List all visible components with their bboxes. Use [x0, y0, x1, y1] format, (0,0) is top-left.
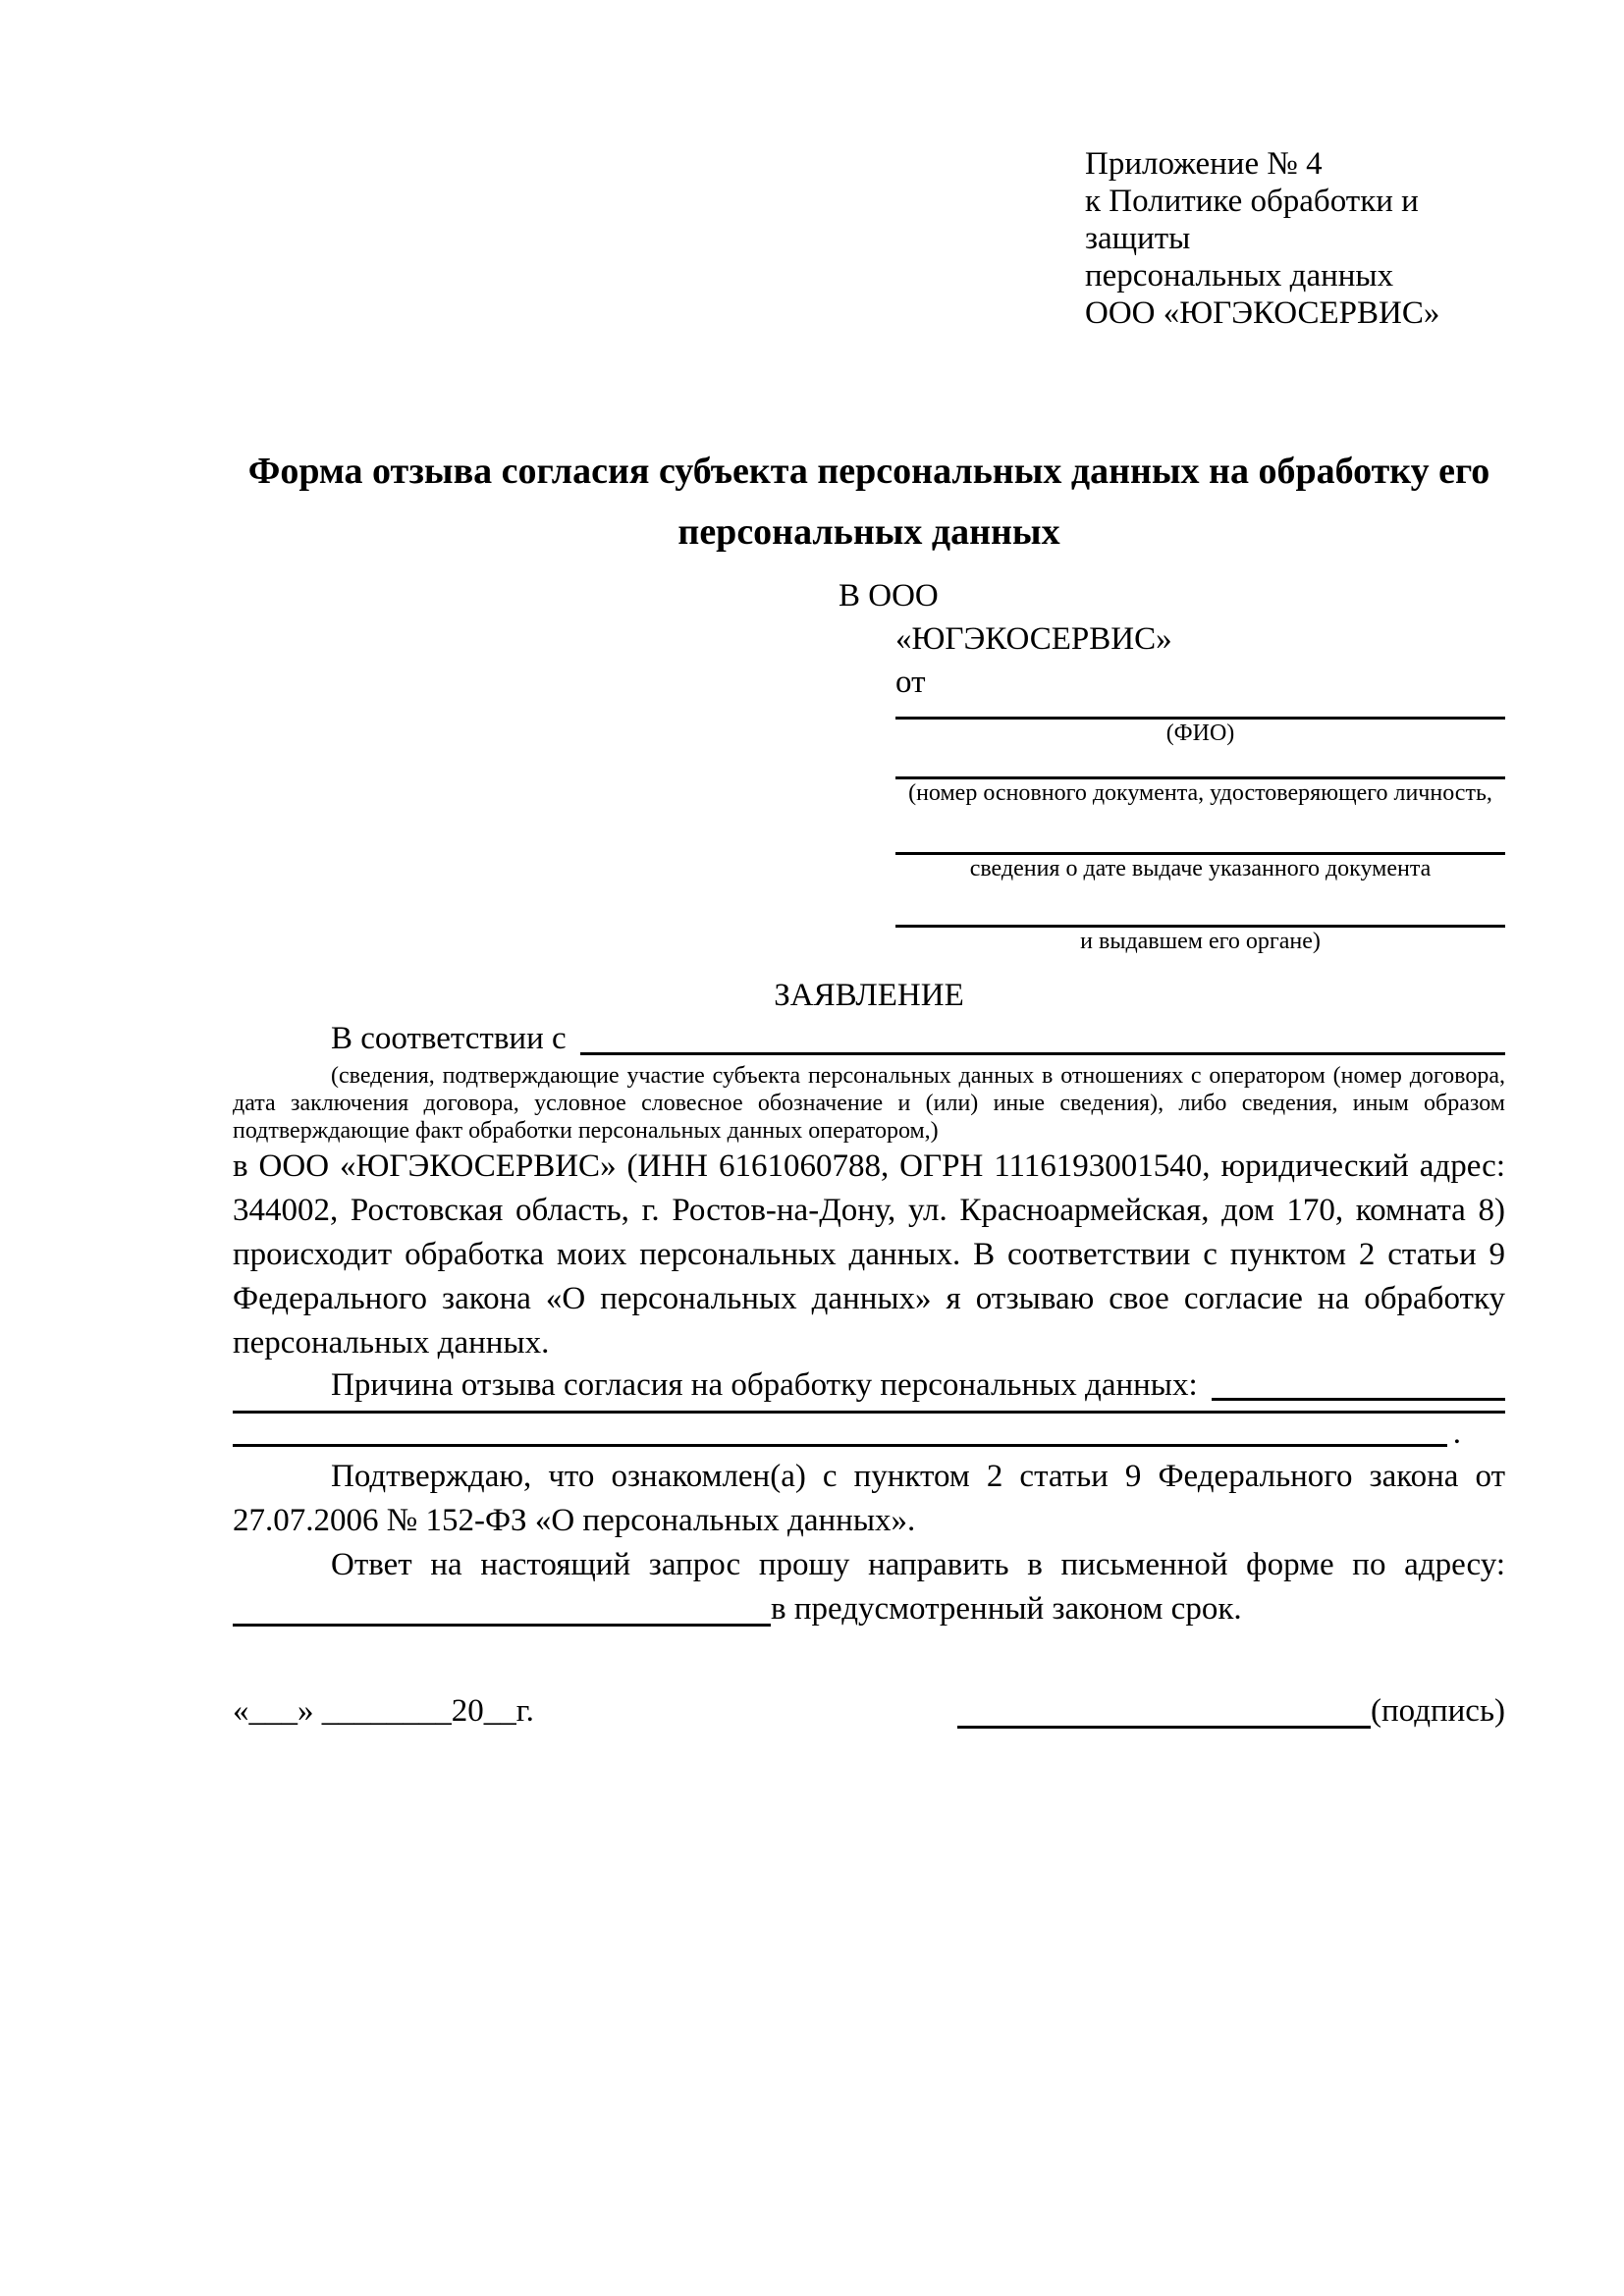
intro-blank-field	[580, 1017, 1505, 1055]
reason-row	[233, 1365, 1505, 1405]
document-content	[233, 0, 1505, 1734]
document-title: Форма отзыва согласия субъекта персональных данных на обработку его персональных данных	[247, 451, 1490, 553]
document-number-caption: (номер основного документа, удостоверяющего личность,	[908, 780, 1492, 806]
fio-caption: (ФИО)	[1165, 721, 1235, 746]
reason-blank-line-1	[233, 1405, 1505, 1414]
appendix-header-line-1: Приложение № 4	[1085, 146, 1323, 182]
appendix-header-line-3: персональных данных	[1085, 258, 1394, 294]
statement-heading: ЗАЯВЛЕНИЕ	[774, 978, 964, 1013]
reason-blank-line-2	[233, 1414, 1505, 1451]
confirmation-paragraph: Подтверждаю, что ознакомлен(а) с пунктом 2 статьи 9 Федерального закона от 27.07.2006 № 152-ФЗ «О персональных данных».	[233, 1459, 1505, 1538]
issue-date-blank-field	[895, 807, 1505, 855]
intro-footnote: (сведения, подтверждающие участие субъекта персональных данных в отношениях с оператором (номер договора, дата заключения договора, условное словесное обозначение и (или) иные сведения), либо сведения, иным образом подтверждающие факт обработки персональных данных оператором,)	[233, 1063, 1505, 1144]
reply-suffix: в предусмотренный законом срок.	[771, 1591, 1242, 1627]
issue-organ-blank-field	[895, 882, 1505, 928]
appendix-header	[1085, 145, 1505, 332]
document-number-blank-field	[895, 747, 1505, 779]
appendix-header-line-4: ООО «ЮГЭКОСЕРВИС»	[1085, 295, 1440, 331]
reply-paragraph: Ответ на настоящий запрос прошу направить в письменной форме по адресу:	[331, 1547, 1505, 1582]
fio-blank-field	[895, 704, 1505, 720]
intro-prefix: В соответствии с	[331, 1021, 567, 1056]
date-placeholder: «___» ________20__г.	[233, 1693, 534, 1729]
reason-blank-field	[1212, 1365, 1505, 1401]
issue-organ-caption: и выдавшем его органе)	[1080, 929, 1321, 954]
signature-footer	[233, 1686, 1505, 1734]
addressee-to-line2: «ЮГЭКОСЕРВИС»	[895, 621, 1172, 657]
reply-address-blank-field	[233, 1587, 771, 1627]
appendix-header-line-2: к Политике обработки и защиты	[1085, 184, 1419, 256]
signature-blank-field	[957, 1686, 1371, 1729]
statement-body: в ООО «ЮГЭКОСЕРВИС» (ИНН 6161060788, ОГРН 1116193001540, юридический адрес: 344002, Ростовская область, г. Ростов-на-Дону, ул. Красноармейская, дом 170, комната 8) происходит обработка моих персональных данных. В соответствии с пунктом 2 статьи 9 Федерального закона «О персональных данных» я отзываю свое согласие на обработку персональных данных.	[233, 1148, 1505, 1361]
signature-area	[957, 1686, 1505, 1734]
intro-row	[233, 1017, 1505, 1060]
addressee-to-line1: В ООО	[839, 578, 939, 614]
signature-caption: (подпись)	[1371, 1693, 1505, 1729]
addressee-block	[839, 574, 1505, 955]
reply-address-row	[233, 1587, 1505, 1631]
reason-label: Причина отзыва согласия на обработку персональных данных:	[331, 1367, 1198, 1403]
addressee-from-label: от	[895, 665, 926, 700]
blank-line-period: .	[1452, 1415, 1461, 1451]
issue-date-caption: сведения о дате выдаче указанного документа	[969, 856, 1432, 881]
reason-blank-line-2-field	[233, 1414, 1447, 1447]
